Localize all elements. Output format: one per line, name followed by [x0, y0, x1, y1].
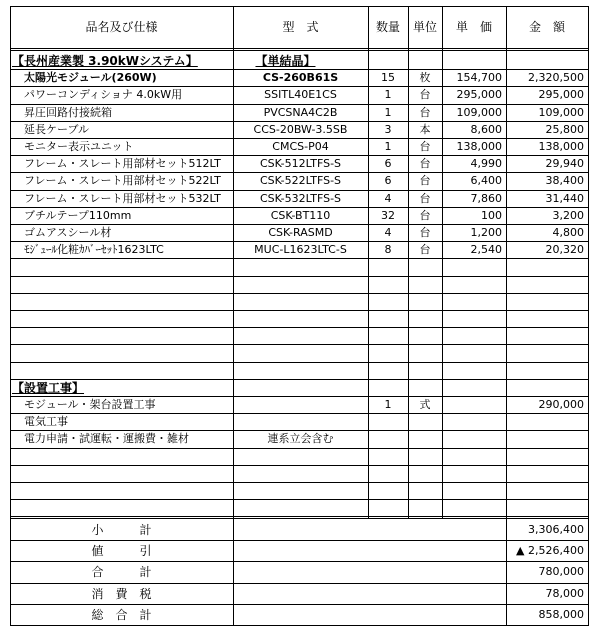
summary-amount: 780,000: [538, 565, 584, 579]
item-qty: 3: [384, 122, 392, 136]
header-amount: 金 額: [528, 20, 565, 34]
item-qty: 32: [381, 208, 395, 222]
header-name: 品名及び仕様: [85, 20, 158, 34]
item-price: 8,600: [470, 122, 502, 136]
item-amount: 25,800: [545, 122, 584, 136]
item-qty: 1: [384, 140, 392, 153]
item-unit: 台: [419, 88, 431, 102]
row-divider: [10, 327, 588, 328]
row-divider: [10, 293, 588, 294]
item-unit: 式: [419, 398, 431, 411]
table-right-border: [588, 6, 589, 626]
item-qty: 1: [384, 105, 392, 119]
col-divider-name: [233, 6, 234, 626]
col-divider-price: [506, 6, 507, 626]
item-name: 電気工事: [24, 415, 68, 429]
item-name: 昇圧回路付接続箱: [24, 105, 112, 119]
item-name: フレーム・スレート用部材セット532LT: [24, 191, 221, 205]
item-unit: 台: [419, 157, 431, 171]
item-model: CSK-512LTFS-S: [259, 157, 342, 171]
item-amount: 3,200: [552, 208, 584, 222]
item-model: CSK-RASMD: [268, 226, 333, 239]
item-price: 1,200: [470, 226, 502, 239]
item-qty: 1: [384, 398, 392, 411]
header-unit-price: 単 価: [455, 20, 492, 34]
item-name: ﾓｼﾞｭｰﾙ化粧ｶﾊﾞｰｾｯﾄ1623LTC: [24, 243, 164, 257]
item-model: 連系立会含む: [267, 432, 334, 446]
summary-amount: ▲ 2,526,400: [516, 544, 584, 558]
item-qty: 4: [384, 226, 392, 239]
summary-label: 総 合 計: [91, 607, 152, 622]
item-price: 109,000: [456, 105, 502, 119]
item-model: MUC-L1623LTC-S: [254, 243, 347, 257]
item-model: SSITL40E1CS: [264, 88, 337, 102]
item-unit: 台: [419, 191, 431, 205]
item-name: パワーコンディショナ 4.0kW用: [24, 88, 183, 102]
item-amount: 38,400: [545, 174, 584, 188]
header-bottom-border-2: [10, 50, 588, 51]
item-amount: 109,000: [538, 105, 584, 119]
item-amount: 20,320: [545, 243, 584, 257]
item-unit: 台: [419, 243, 431, 257]
item-qty: 15: [381, 71, 395, 85]
summary-label: 合 計: [91, 565, 152, 580]
item-unit: 台: [419, 226, 431, 239]
item-unit: 台: [419, 105, 431, 119]
item-name: フレーム・スレート用部材セット522LT: [24, 174, 221, 188]
item-price: 138,000: [456, 140, 502, 153]
header-bottom-border: [10, 48, 588, 49]
summary-amount: 3,306,400: [528, 523, 584, 536]
summary-label: 消 費 税: [91, 586, 152, 601]
table-left-border: [10, 6, 11, 626]
row-divider: [10, 448, 588, 449]
item-price: 6,400: [470, 174, 502, 188]
table-top-border: [10, 6, 588, 7]
item-model: CS-260B61S: [262, 71, 339, 85]
item-unit: 台: [419, 174, 431, 188]
item-amount: 2,320,500: [528, 71, 584, 85]
summary-amount: 78,000: [545, 586, 584, 600]
row-divider: [10, 258, 588, 259]
item-amount: 290,000: [538, 398, 584, 411]
row-divider: [10, 465, 588, 466]
item-model: CSK-BT110: [270, 208, 331, 222]
item-price: 4,990: [470, 157, 502, 171]
item-qty: 6: [384, 174, 392, 188]
summary-label: 小 計: [91, 523, 152, 537]
section-model-note: 【単結晶】: [255, 54, 316, 68]
item-name: モジュール・架台設置工事: [24, 398, 156, 411]
item-unit: 台: [419, 140, 431, 153]
item-price: 154,700: [456, 71, 502, 85]
col-divider-unit: [442, 6, 443, 519]
item-amount: 29,940: [545, 157, 584, 171]
item-unit: 枚: [419, 71, 431, 85]
item-qty: 6: [384, 157, 392, 171]
item-amount: 295,000: [538, 88, 584, 102]
row-divider: [10, 499, 588, 500]
item-name: ブチルテープ110mm: [24, 208, 132, 222]
item-unit: 本: [419, 122, 431, 136]
row-divider: [10, 516, 588, 517]
section-title: 【長州産業製 3.90kWシステム】: [12, 54, 198, 68]
item-amount: 138,000: [538, 140, 584, 153]
summary-divider: [10, 561, 588, 562]
item-price: 7,860: [470, 191, 502, 205]
col-divider-model: [368, 6, 369, 519]
item-model: CSK-532LTFS-S: [259, 191, 342, 205]
item-model: PVCSNA4C2B: [263, 105, 338, 119]
item-model: CSK-522LTFS-S: [259, 174, 342, 188]
header-model: 型 式: [282, 20, 319, 34]
row-divider: [10, 276, 588, 277]
header-qty: 数量: [375, 20, 400, 34]
item-unit: 台: [419, 208, 431, 222]
header-unit: 単位: [412, 20, 437, 34]
item-model: CCS-20BW-3.5SB: [253, 122, 348, 136]
item-amount: 31,440: [545, 191, 584, 205]
row-divider: [10, 362, 588, 363]
row-divider: [10, 482, 588, 483]
summary-label: 値 引: [91, 544, 152, 559]
summary-divider: [10, 540, 588, 541]
item-name: ゴムアスシール材: [24, 226, 112, 239]
item-name: 太陽光モジュール(260W): [24, 71, 157, 85]
item-amount: 4,800: [552, 226, 584, 239]
item-name: フレーム・スレート用部材セット512LT: [24, 157, 221, 171]
item-qty: 1: [384, 88, 392, 102]
item-qty: 4: [384, 191, 392, 205]
row-divider: [10, 344, 588, 345]
summary-amount: 858,000: [538, 607, 584, 621]
item-name: モニター表示ユニット: [24, 140, 134, 153]
item-model: CMCS-P04: [272, 140, 329, 153]
col-divider-qty: [408, 6, 409, 519]
section-title: 【設置工事】: [12, 380, 85, 395]
item-name: 電力申請・試運転・運搬費・雑材: [24, 432, 189, 446]
item-price: 295,000: [456, 88, 502, 102]
item-price: 100: [481, 208, 502, 222]
item-qty: 8: [384, 243, 392, 257]
item-name: 延長ケーブル: [24, 122, 90, 136]
row-divider: [10, 310, 588, 311]
item-price: 2,540: [470, 243, 502, 257]
summary-top-border: [10, 518, 588, 519]
